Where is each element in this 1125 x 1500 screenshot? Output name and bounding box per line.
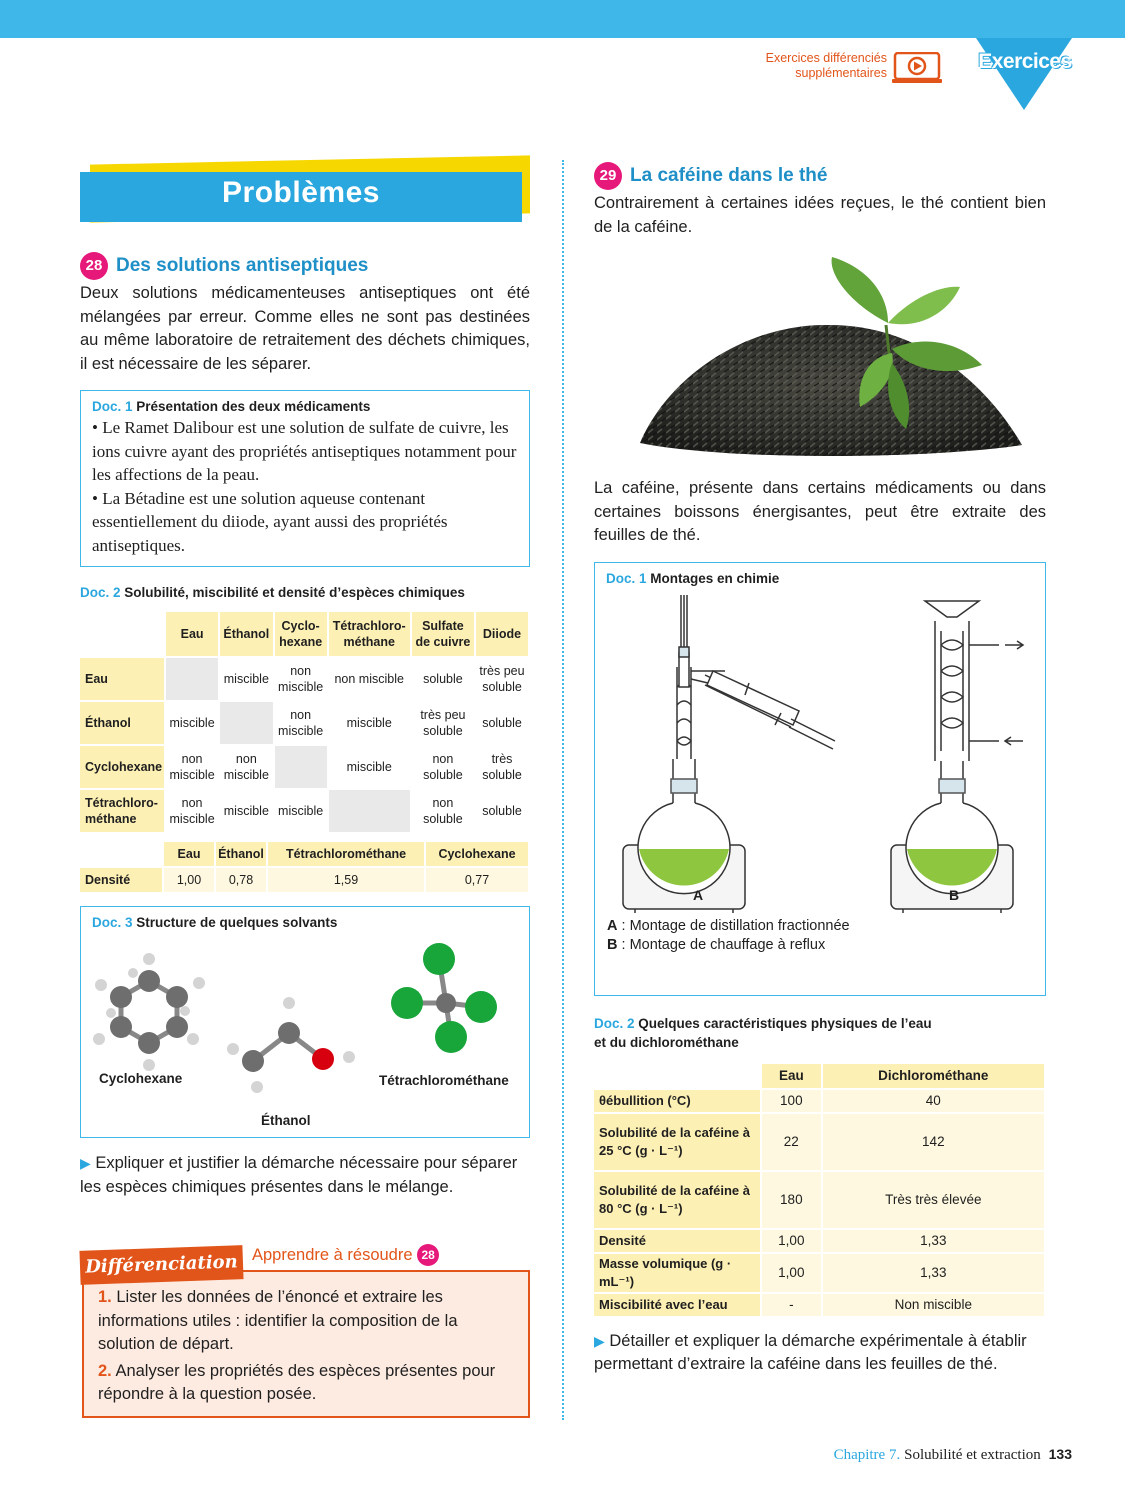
doc1-bullet-1: • Le Ramet Dalibour est une solution de sulfate de cuivre, les ions cuivre ayant des propriétés antiseptiques notamment pour les affections de la peau. xyxy=(92,418,517,484)
doc3-heading xyxy=(92,915,518,930)
table-cell: 22 xyxy=(762,1114,821,1170)
top-color-bar xyxy=(0,0,1125,38)
setup-a xyxy=(623,595,835,913)
table-cell: non soluble xyxy=(423,796,463,826)
table-cell: 1,59 xyxy=(268,868,424,892)
video-icon[interactable] xyxy=(892,52,942,84)
arrow-icon: ▶ xyxy=(594,1332,605,1349)
doc1-box xyxy=(80,390,530,567)
solubility-table xyxy=(78,610,530,834)
doc1-heading xyxy=(606,571,1034,586)
doc2-heading xyxy=(80,585,530,600)
molecule-label-tetrachloromethane: Tétrachlorométhane xyxy=(379,1073,509,1088)
table-row-header: Masse volumique (g · mL⁻¹) xyxy=(594,1254,760,1292)
table-header-row xyxy=(80,842,528,866)
exercise-29-header xyxy=(594,162,1046,190)
differentiation-box xyxy=(82,1270,530,1418)
differentiation-tag xyxy=(79,1245,243,1285)
exercise-title: Des solutions antiseptiques xyxy=(116,255,369,276)
table-cell: Très très élevée xyxy=(823,1172,1044,1228)
table-row-header: θébullition (°C) xyxy=(594,1090,760,1112)
table-cell: miscible xyxy=(346,716,392,730)
section-marker-triangle xyxy=(976,38,1072,110)
table-empty-cell xyxy=(166,658,218,700)
footer-title: Solubilité et extraction xyxy=(904,1447,1041,1463)
density-table xyxy=(78,840,530,894)
table-corner-cell xyxy=(80,612,164,656)
table-cell: 142 xyxy=(823,1114,1044,1170)
table-corner-cell xyxy=(594,1064,760,1088)
table-cell: non soluble xyxy=(423,752,463,782)
table-header-cell: Éthanol xyxy=(220,612,273,656)
exercise-29 xyxy=(594,162,1046,1377)
table-row-header: Densité xyxy=(594,1230,760,1252)
question-text: Expliquer et justifier la démarche nécessaire pour séparer les espèces chimiques présentes dans le mélange. xyxy=(80,1154,518,1196)
table-header-cell: Diiode xyxy=(476,612,528,656)
step-text: Lister les données de l’énoncé et extraire les informations utiles : identifier la composition de la solution de départ. xyxy=(98,1288,458,1353)
table-header-row xyxy=(594,1064,1044,1088)
doc1-box xyxy=(594,562,1046,996)
doc-title: Structure de quelques solvants xyxy=(136,915,338,930)
table-cell: non miscible xyxy=(169,752,215,782)
table-row-header: Solubilité de la caféine à 80 °C (g · L⁻¹) xyxy=(594,1172,760,1228)
exercise-intro: Contrairement à certaines idées reçues, le thé contient bien de la caféine. xyxy=(594,194,1046,236)
table-row-header: Cyclohexane xyxy=(80,746,164,788)
table-cell: 1,00 xyxy=(164,868,214,892)
doc-title: Présentation des deux médicaments xyxy=(136,399,371,414)
table-row-header: Densité xyxy=(80,868,162,892)
table-cell: Non miscible xyxy=(823,1294,1044,1316)
table-header-cell: Eau xyxy=(164,842,214,866)
table-row-header: Miscibilité avec l’eau xyxy=(594,1294,760,1316)
table-row xyxy=(80,746,528,788)
step-number: 2. xyxy=(98,1361,112,1380)
table-row xyxy=(80,658,528,700)
table-cell: miscible xyxy=(169,716,215,730)
table-row xyxy=(80,702,528,744)
setup-b-label: B xyxy=(949,886,960,903)
table-cell: - xyxy=(762,1294,821,1316)
table-cell: non miscible xyxy=(334,672,404,686)
table-header-cell: Cyclo- hexane xyxy=(275,612,327,656)
differentiation-tag-text: Différenciation xyxy=(84,1251,239,1278)
table-cell: soluble xyxy=(482,716,522,730)
exercise-title: La caféine dans le thé xyxy=(630,165,828,186)
doc-label: Doc. 1 xyxy=(92,399,133,414)
table-cell: non miscible xyxy=(169,796,215,826)
step-text: Analyser les propriétés des espèces présentes pour répondre à la question posée. xyxy=(98,1361,496,1403)
doc1-bullet-2: • La Bétadine est une solution aqueuse contenant essentiellement du diiode, ayant aussi des propriétés antiseptiques. xyxy=(92,488,448,555)
table-cell: 1,00 xyxy=(762,1230,821,1252)
setup-legend xyxy=(607,917,850,955)
doc3-box xyxy=(80,906,530,1138)
table-cell: miscible xyxy=(223,672,269,686)
table-row xyxy=(80,790,528,832)
molecule-label-ethanol: Éthanol xyxy=(261,1113,311,1128)
table-empty-cell xyxy=(220,702,273,744)
table-cell: 40 xyxy=(823,1090,1044,1112)
footer-chapter: Chapitre 7. xyxy=(833,1447,901,1463)
table-header-cell: Éthanol xyxy=(216,842,266,866)
table-cell: très peu soluble xyxy=(479,664,525,694)
doc-label: Doc. 2 xyxy=(80,585,121,600)
exercise-paragraph: La caféine, présente dans certains médicaments ou dans certaines boissons énergisantes, peut être extraite des feuilles de thé. xyxy=(594,479,1046,544)
exercise-number-badge: 28 xyxy=(80,252,108,280)
molecule-label-cyclohexane: Cyclohexane xyxy=(99,1071,183,1086)
table-cell: miscible xyxy=(346,760,392,774)
doc-title: Montages en chimie xyxy=(650,570,780,586)
table-cell: 180 xyxy=(762,1172,821,1228)
table-header-cell: Tétrachloro- méthane xyxy=(329,612,410,656)
diff-step-2 xyxy=(98,1360,516,1407)
arrow-icon: ▶ xyxy=(80,1155,91,1171)
table-corner-cell xyxy=(80,842,162,866)
table-header-cell: Tétrachlorométhane xyxy=(268,842,424,866)
physical-properties-table xyxy=(592,1062,1046,1318)
table-cell: soluble xyxy=(423,672,463,686)
extra-exercises-line2: supplémentaires xyxy=(795,66,887,80)
doc1-heading xyxy=(92,399,518,414)
step-number: 1. xyxy=(98,1288,112,1306)
table-cell: soluble xyxy=(482,804,522,818)
table-header-cell: Eau xyxy=(166,612,218,656)
table-header-cell: Dichlorométhane xyxy=(823,1064,1044,1088)
doc2-heading xyxy=(594,1014,1046,1052)
banner-title: Problèmes xyxy=(222,176,380,209)
legend-text: : Montage de chauffage à reflux xyxy=(617,936,826,953)
ethanol-model xyxy=(227,997,355,1093)
doc-title: Solubilité, miscibilité et densité d’espèces chimiques xyxy=(124,585,465,600)
table-cell: très soluble xyxy=(482,752,522,782)
cyclohexane-model xyxy=(93,953,205,1071)
lab-setups-diagram xyxy=(595,591,1043,921)
doc-label: Doc. 1 xyxy=(606,570,647,586)
table-cell: 100 xyxy=(762,1090,821,1112)
extra-exercises-link[interactable] xyxy=(735,51,887,81)
table-row xyxy=(80,868,528,892)
question-text: Détailler et expliquer la démarche expérimentale à établir permettant d’extraire la caféine dans les feuilles de thé. xyxy=(594,1331,1027,1373)
table-cell: non miscible xyxy=(278,664,324,694)
table-row xyxy=(594,1254,1044,1292)
table-row xyxy=(594,1114,1044,1170)
table-row xyxy=(594,1172,1044,1228)
table-cell: 0,77 xyxy=(426,868,528,892)
exercise-28-header xyxy=(80,252,530,280)
exercise-number-badge: 29 xyxy=(594,162,622,190)
doc-title-line-2: et du dichlorométhane xyxy=(594,1034,739,1050)
legend-key: A xyxy=(607,917,618,934)
extra-exercises-line1: Exercices différenciés xyxy=(765,51,887,65)
section-banner xyxy=(80,160,530,226)
table-row xyxy=(594,1230,1044,1252)
legend-text: : Montage de distillation fractionnée xyxy=(617,917,850,934)
table-cell: 0,78 xyxy=(216,868,266,892)
table-row-header: Solubilité de la caféine à 25 °C (g · L⁻¹) xyxy=(594,1114,760,1170)
exercise-28 xyxy=(80,252,530,1199)
learn-to-solve-text: Apprendre à résoudre xyxy=(252,1246,413,1264)
table-cell: miscible xyxy=(278,804,324,818)
table-cell: miscible xyxy=(223,804,269,818)
legend-key: B xyxy=(607,936,618,953)
tetrachloromethane-model xyxy=(391,943,497,1053)
exercise-question xyxy=(594,1330,1046,1377)
table-empty-cell xyxy=(329,790,410,832)
learn-to-solve-link[interactable] xyxy=(252,1244,439,1266)
setup-a-label: A xyxy=(693,886,704,903)
section-label: Exercices xyxy=(978,50,1072,73)
table-cell: non miscible xyxy=(278,708,324,738)
table-cell: 1,00 xyxy=(762,1254,821,1292)
table-header-cell: Eau xyxy=(762,1064,821,1088)
column-divider xyxy=(562,160,564,1420)
table-row-header: Éthanol xyxy=(80,702,164,744)
table-cell: non miscible xyxy=(223,752,269,782)
diff-step-1 xyxy=(98,1286,516,1357)
exercise-question xyxy=(80,1152,530,1199)
table-header-cell: Sulfate de cuivre xyxy=(412,612,474,656)
table-cell: très peu soluble xyxy=(420,708,466,738)
table-row-header: Tétrachloro- méthane xyxy=(80,790,164,832)
doc-label: Doc. 3 xyxy=(92,915,133,930)
doc-title: Quelques caractéristiques physiques de l’eau xyxy=(638,1015,932,1031)
table-header-row xyxy=(80,612,528,656)
legend-b xyxy=(607,936,850,955)
table-cell: 1,33 xyxy=(823,1230,1044,1252)
doc-label: Doc. 2 xyxy=(594,1015,635,1031)
page-footer xyxy=(834,1446,1072,1464)
setup-b xyxy=(891,601,1023,913)
table-row xyxy=(594,1294,1044,1316)
table-empty-cell xyxy=(275,746,327,788)
learn-to-solve-badge: 28 xyxy=(417,1244,439,1266)
page-number: 133 xyxy=(1048,1446,1072,1462)
tea-leaves-image xyxy=(630,253,1030,463)
exercise-intro: Deux solutions médicamenteuses antiseptiques ont été mélangées par erreur. Comme elles ne sont pas destinées au même laboratoire de retraitement des déchets chimiques, il est nécessaire de les séparer. xyxy=(80,284,530,373)
legend-a xyxy=(607,917,850,936)
table-header-cell: Cyclohexane xyxy=(426,842,528,866)
table-row xyxy=(594,1090,1044,1112)
table-row-header: Eau xyxy=(80,658,164,700)
table-cell: 1,33 xyxy=(823,1254,1044,1292)
